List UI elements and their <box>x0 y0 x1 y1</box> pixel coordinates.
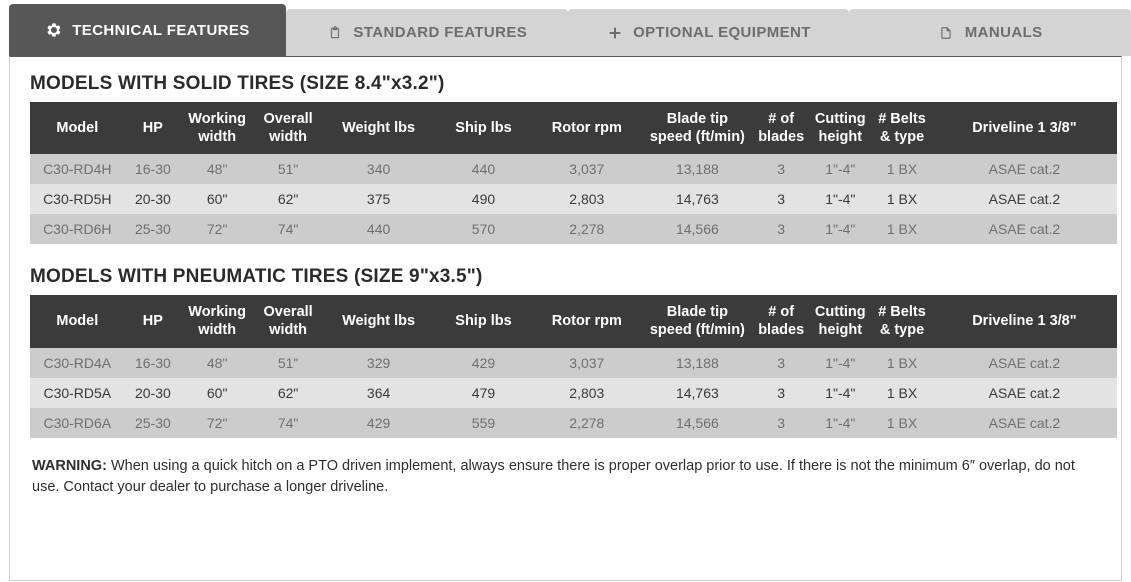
cell-blade-tip-speed: 13,188 <box>641 154 754 184</box>
cell-weight-lbs: 375 <box>323 184 434 214</box>
table-row <box>30 348 1117 378</box>
cell-weight-lbs: 329 <box>323 348 434 378</box>
col-cutting-height: Cutting height <box>808 102 872 154</box>
cell-driveline: ASAE cat.2 <box>932 154 1117 184</box>
cell-ship-lbs: 440 <box>434 154 533 184</box>
col-driveline: Driveline 1 3/8" <box>932 102 1117 154</box>
cell-blade-tip-speed: 14,566 <box>641 408 754 438</box>
col-working-width: Working width <box>181 295 253 347</box>
document-icon <box>938 24 955 41</box>
cell-blade-tip-speed: 14,566 <box>641 214 754 244</box>
tab-manuals[interactable] <box>849 9 1131 56</box>
cell-cutting-height: 1"-4" <box>808 154 872 184</box>
tab-optional-equipment[interactable] <box>568 9 850 56</box>
col-hp: HP <box>125 102 182 154</box>
cell-ship-lbs: 479 <box>434 378 533 408</box>
cell-driveline: ASAE cat.2 <box>932 408 1117 438</box>
cell-model: C30-RD4A <box>30 348 125 378</box>
cell-overall-width: 74" <box>253 214 323 244</box>
spec-table-solid-tires <box>30 102 1117 244</box>
col-working-width: Working width <box>181 102 253 154</box>
cell-num-blades: 3 <box>754 378 809 408</box>
cell-ship-lbs: 570 <box>434 214 533 244</box>
table-row <box>30 184 1117 214</box>
col-num-blades: # of blades <box>754 102 809 154</box>
cell-num-blades: 3 <box>754 348 809 378</box>
cell-working-width: 72" <box>181 214 253 244</box>
cell-cutting-height: 1"-4" <box>808 408 872 438</box>
cell-hp: 16-30 <box>125 348 182 378</box>
spec-table-pneumatic-tires <box>30 295 1117 437</box>
cell-rotor-rpm: 2,803 <box>533 378 641 408</box>
tab-technical-features[interactable] <box>9 4 286 56</box>
cell-belts-type: 1 BX <box>872 408 932 438</box>
cell-rotor-rpm: 3,037 <box>533 348 641 378</box>
cell-model: C30-RD6H <box>30 214 125 244</box>
cell-belts-type: 1 BX <box>872 378 932 408</box>
cell-working-width: 60" <box>181 378 253 408</box>
gear-icon <box>45 22 62 39</box>
technical-features-panel <box>9 56 1122 581</box>
cell-working-width: 48" <box>181 348 253 378</box>
col-hp: HP <box>125 295 182 347</box>
cell-driveline: ASAE cat.2 <box>932 214 1117 244</box>
cell-belts-type: 1 BX <box>872 214 932 244</box>
table-row <box>30 378 1117 408</box>
col-overall-width: Overall width <box>253 295 323 347</box>
col-belts-type: # Belts & type <box>872 295 932 347</box>
cell-hp: 25-30 <box>125 214 182 244</box>
col-num-blades: # of blades <box>754 295 809 347</box>
cell-hp: 25-30 <box>125 408 182 438</box>
cell-overall-width: 62" <box>253 378 323 408</box>
col-driveline: Driveline 1 3/8" <box>932 295 1117 347</box>
cell-num-blades: 3 <box>754 184 809 214</box>
col-overall-width: Overall width <box>253 102 323 154</box>
tab-label: STANDARD FEATURES <box>353 24 528 41</box>
col-ship-lbs: Ship lbs <box>434 295 533 347</box>
table-header-row <box>30 295 1117 347</box>
cell-num-blades: 3 <box>754 408 809 438</box>
cell-overall-width: 62" <box>253 184 323 214</box>
section-title-solid-tires: MODELS WITH SOLID TIRES (SIZE 8.4"x3.2") <box>30 73 445 94</box>
tab-label: OPTIONAL EQUIPMENT <box>633 24 811 41</box>
cell-hp: 20-30 <box>125 378 182 408</box>
cell-blade-tip-speed: 14,763 <box>641 184 754 214</box>
section-title-pneumatic-tires: MODELS WITH PNEUMATIC TIRES (SIZE 9"x3.5") <box>30 266 483 288</box>
cell-overall-width: 51" <box>253 154 323 184</box>
col-model: Model <box>30 295 125 347</box>
col-rotor-rpm: Rotor rpm <box>533 295 641 347</box>
cell-model: C30-RD5H <box>30 184 125 214</box>
cell-rotor-rpm: 2,278 <box>533 408 641 438</box>
cell-num-blades: 3 <box>754 214 809 244</box>
cell-blade-tip-speed: 14,763 <box>641 378 754 408</box>
cell-ship-lbs: 429 <box>434 348 533 378</box>
cell-rotor-rpm: 2,278 <box>533 214 641 244</box>
cell-model: C30-RD4H <box>30 154 125 184</box>
clipboard-icon <box>326 24 343 41</box>
cell-rotor-rpm: 2,803 <box>533 184 641 214</box>
col-model: Model <box>30 102 125 154</box>
col-ship-lbs: Ship lbs <box>434 102 533 154</box>
tab-label: TECHNICAL FEATURES <box>72 21 250 39</box>
cell-driveline: ASAE cat.2 <box>932 378 1117 408</box>
cell-weight-lbs: 440 <box>323 214 434 244</box>
col-blade-tip-speed: Blade tip speed (ft/min) <box>641 102 754 154</box>
cell-overall-width: 74" <box>253 408 323 438</box>
cell-working-width: 72" <box>181 408 253 438</box>
col-cutting-height: Cutting height <box>808 295 872 347</box>
warning-label: WARNING: <box>32 457 107 474</box>
cell-overall-width: 51" <box>253 348 323 378</box>
table-header-row <box>30 102 1117 154</box>
col-weight-lbs: Weight lbs <box>323 295 434 347</box>
cell-hp: 20-30 <box>125 184 182 214</box>
cell-rotor-rpm: 3,037 <box>533 154 641 184</box>
cell-weight-lbs: 340 <box>323 154 434 184</box>
warning-text: When using a quick hitch on a PTO driven implement, always ensure there is proper overlap prior to use. If there is not the minimum 6″ overlap, do not use. Contact your dealer to purchase a longer driveline. <box>32 457 1075 496</box>
cell-blade-tip-speed: 13,188 <box>641 348 754 378</box>
col-blade-tip-speed: Blade tip speed (ft/min) <box>641 295 754 347</box>
cell-belts-type: 1 BX <box>872 154 932 184</box>
cell-weight-lbs: 429 <box>323 408 434 438</box>
table-row <box>30 408 1117 438</box>
cell-belts-type: 1 BX <box>872 184 932 214</box>
cell-working-width: 60" <box>181 184 253 214</box>
col-weight-lbs: Weight lbs <box>323 102 434 154</box>
cell-num-blades: 3 <box>754 154 809 184</box>
cell-driveline: ASAE cat.2 <box>932 348 1117 378</box>
cell-weight-lbs: 364 <box>323 378 434 408</box>
cell-belts-type: 1 BX <box>872 348 932 378</box>
col-belts-type: # Belts & type <box>872 102 932 154</box>
cell-cutting-height: 1"-4" <box>808 348 872 378</box>
cell-model: C30-RD6A <box>30 408 125 438</box>
plus-icon <box>606 24 623 41</box>
warning-note <box>32 456 1099 500</box>
tab-label: MANUALS <box>964 24 1043 41</box>
cell-model: C30-RD5A <box>30 378 125 408</box>
cell-working-width: 48" <box>181 154 253 184</box>
cell-cutting-height: 1"-4" <box>808 378 872 408</box>
cell-cutting-height: 1"-4" <box>808 184 872 214</box>
table-row <box>30 154 1117 184</box>
tab-bar <box>0 0 1131 56</box>
cell-ship-lbs: 559 <box>434 408 533 438</box>
cell-ship-lbs: 490 <box>434 184 533 214</box>
cell-cutting-height: 1"-4" <box>808 214 872 244</box>
col-rotor-rpm: Rotor rpm <box>533 102 641 154</box>
cell-driveline: ASAE cat.2 <box>932 184 1117 214</box>
tab-standard-features[interactable] <box>286 9 568 56</box>
cell-hp: 16-30 <box>125 154 182 184</box>
table-row <box>30 214 1117 244</box>
